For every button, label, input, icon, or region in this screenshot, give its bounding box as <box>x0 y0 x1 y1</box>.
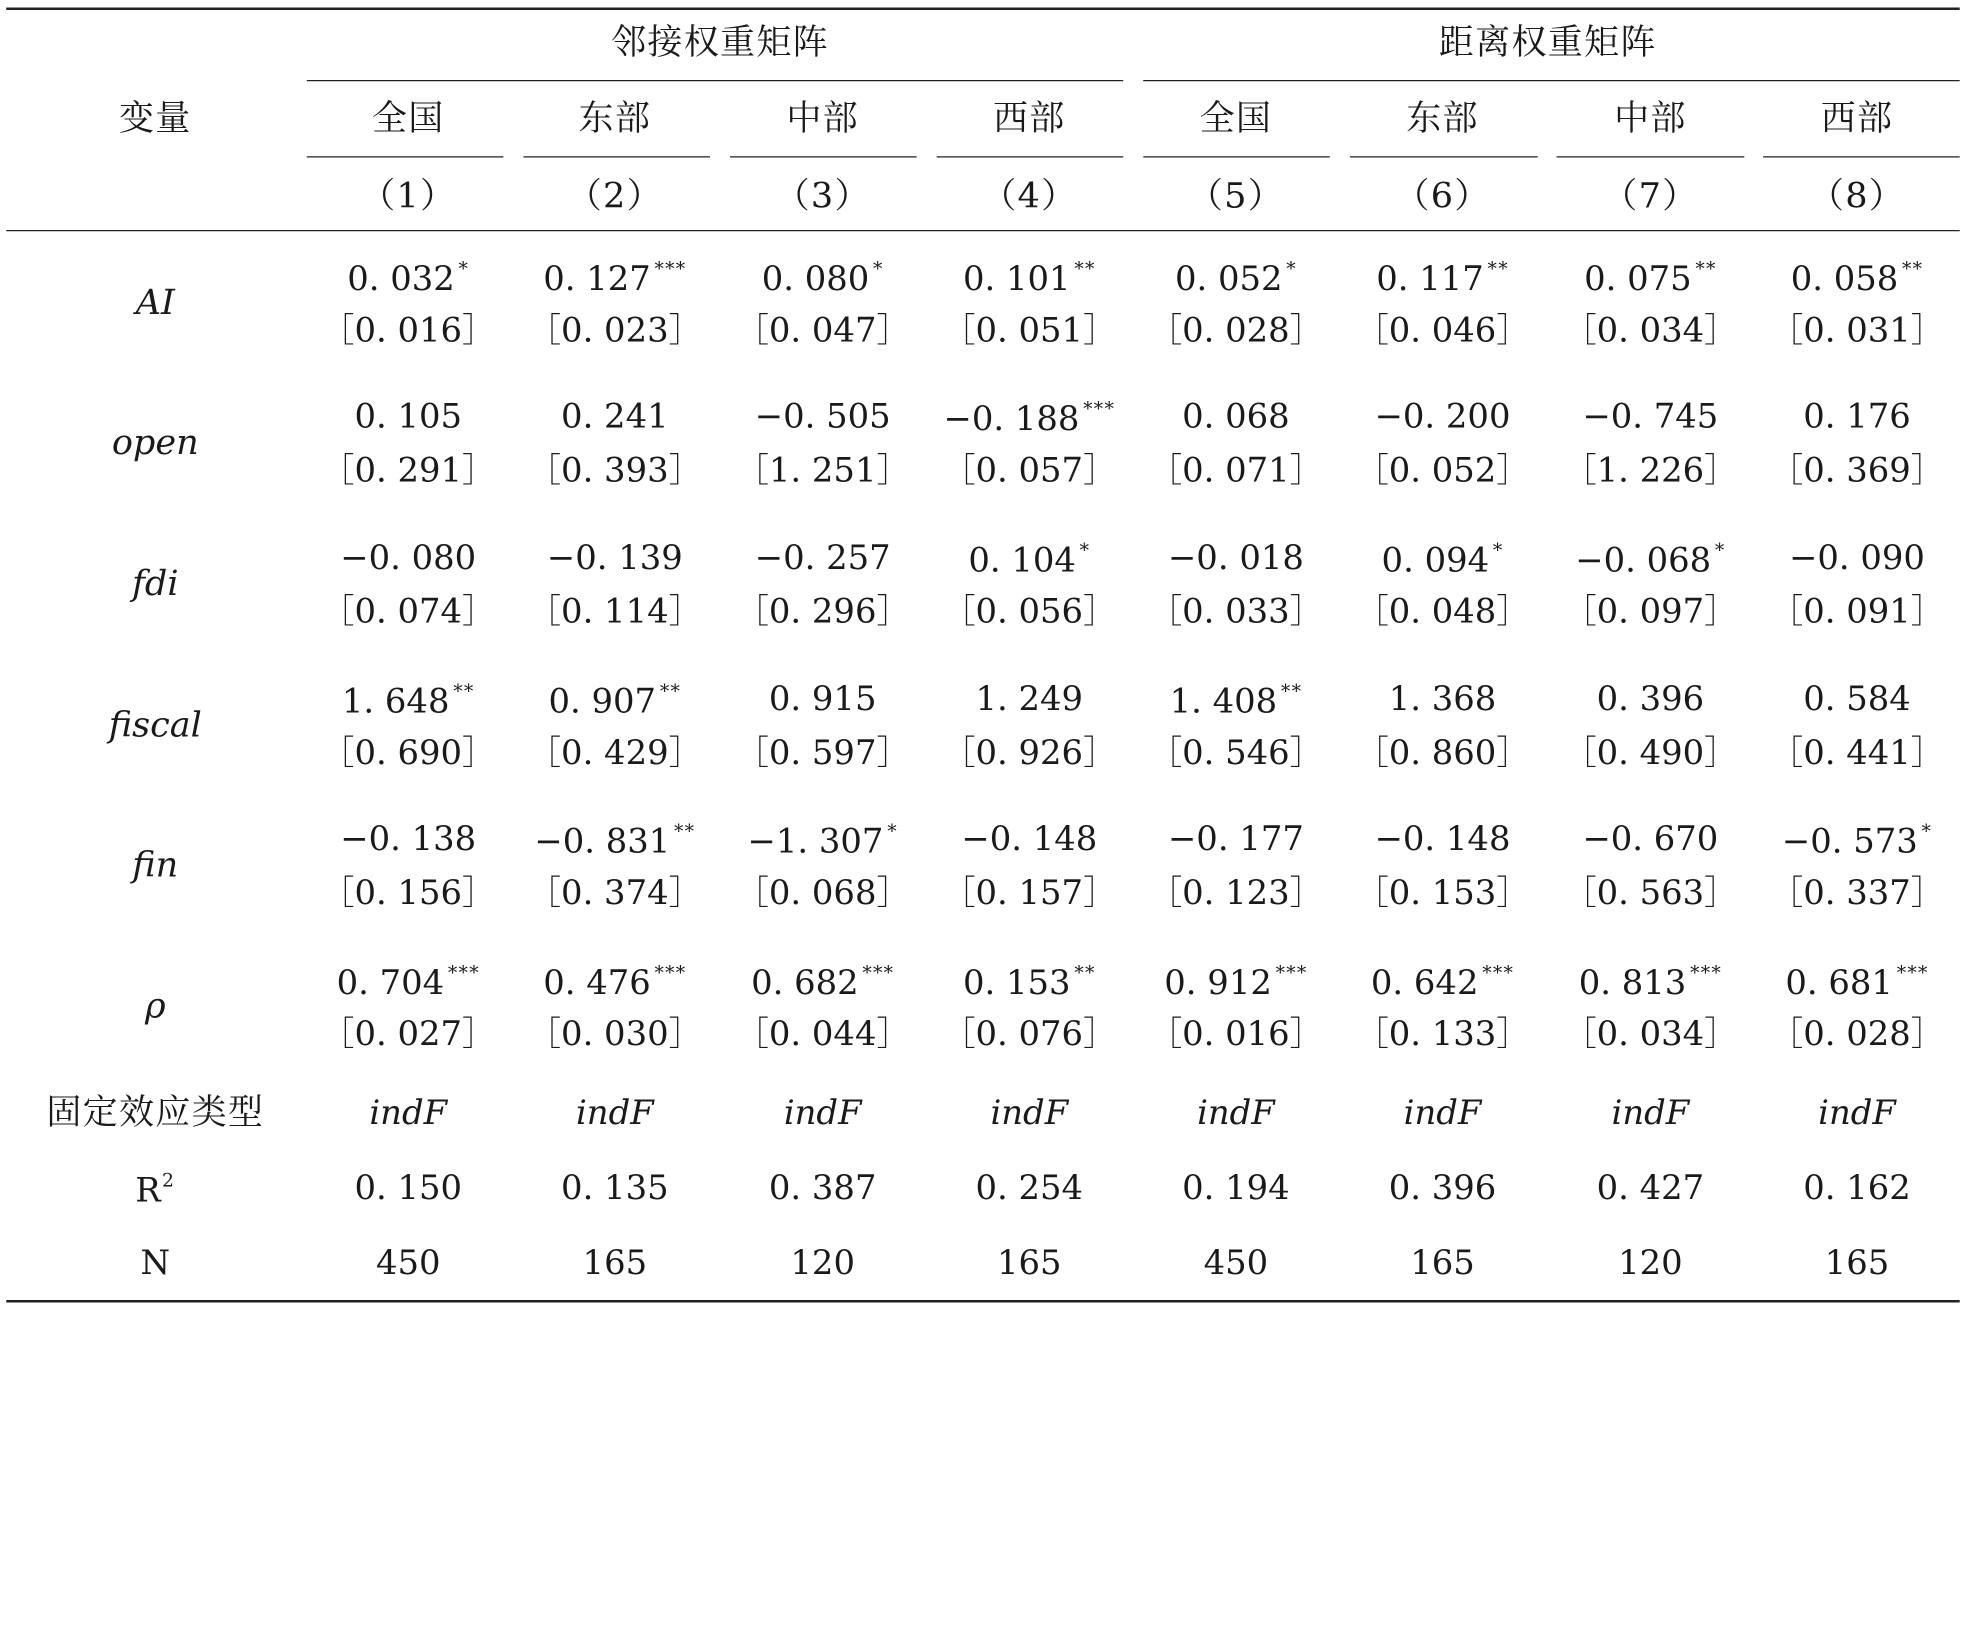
r-squared-value: 0. 396 <box>1388 1168 1497 1208</box>
region-header: 中部 <box>786 97 860 139</box>
standard-error: ［0. 157］ <box>941 873 1117 913</box>
group-header-adjacency: 邻接权重矩阵 <box>611 21 829 63</box>
region-header: 东部 <box>578 97 652 139</box>
significance-stars: * <box>1286 257 1297 280</box>
region-rule <box>523 156 710 157</box>
n-value: 450 <box>375 1243 441 1283</box>
column-number: （1） <box>360 175 457 217</box>
group-rule-adjacency <box>307 80 1123 81</box>
standard-error: ［0. 097］ <box>1562 592 1738 632</box>
standard-error: ［0. 046］ <box>1354 311 1531 350</box>
significance-stars: *** <box>654 257 687 280</box>
coefficient: −0. 148 <box>1374 820 1511 859</box>
r-squared-value: 0. 254 <box>975 1168 1084 1208</box>
column-number: （7） <box>1602 175 1699 217</box>
coefficient: 1. 249 <box>975 680 1084 719</box>
coefficient: −0. 018 <box>1167 538 1304 578</box>
standard-error: ［0. 114］ <box>527 592 703 632</box>
significance-stars: *** <box>1275 961 1308 984</box>
standard-error: ［0. 044］ <box>735 1015 911 1054</box>
standard-error: ［0. 031］ <box>1769 311 1945 350</box>
significance-stars: * <box>1079 538 1091 562</box>
coefficient: −0. 080 <box>340 538 477 578</box>
region-header: 全国 <box>1199 97 1273 139</box>
standard-error: ［0. 563］ <box>1562 873 1738 913</box>
standard-error: ［0. 051］ <box>941 311 1117 350</box>
coefficient: 0. 682 *** <box>751 961 895 1003</box>
standard-error: ［0. 153］ <box>1354 873 1531 913</box>
coefficient: 0. 907 ** <box>548 680 682 722</box>
significance-stars: * <box>1492 538 1504 562</box>
variable-name: fin <box>132 843 179 885</box>
region-rule <box>1350 156 1538 157</box>
coefficient: −0. 138 <box>340 820 477 859</box>
variable-name: fdi <box>131 562 179 604</box>
standard-error: ［0. 068］ <box>735 873 911 913</box>
fixed-effect-value: indF <box>783 1093 862 1133</box>
coefficient: −0. 068 * <box>1575 538 1726 580</box>
coefficient: 0. 704 *** <box>336 961 480 1003</box>
coefficient: 0. 058 ** <box>1790 257 1924 299</box>
significance-stars: ** <box>453 680 475 703</box>
fixed-effect-value: indF <box>990 1093 1069 1133</box>
coefficient: −0. 177 <box>1167 820 1304 859</box>
coefficient: −0. 573 * <box>1781 820 1933 862</box>
coefficient: 0. 127 *** <box>543 257 687 299</box>
coefficient: −0. 188 *** <box>943 397 1116 439</box>
n-value: 120 <box>790 1243 855 1283</box>
standard-error: ［0. 052］ <box>1354 451 1531 490</box>
coefficient: −0. 670 <box>1582 820 1719 859</box>
coefficient: −0. 831 ** <box>534 820 696 862</box>
fixed-effect-value: indF <box>1197 1093 1275 1133</box>
coefficient: 0. 068 <box>1182 397 1290 437</box>
standard-error: ［0. 056］ <box>941 592 1117 632</box>
standard-error: ［0. 337］ <box>1769 873 1945 913</box>
region-rule <box>307 156 504 157</box>
n-value: 165 <box>1410 1243 1475 1283</box>
coefficient: 0. 642 *** <box>1370 961 1515 1003</box>
column-number: （2） <box>566 175 663 217</box>
significance-stars: * <box>1714 538 1726 562</box>
coefficient: 1. 408 ** <box>1169 680 1303 722</box>
fixed-effect-value: indF <box>1403 1093 1482 1133</box>
standard-error: ［0. 429］ <box>527 733 703 773</box>
column-number: （8） <box>1808 175 1906 217</box>
n-label: N <box>140 1243 171 1283</box>
significance-stars: ** <box>1695 257 1717 280</box>
column-number: （3） <box>774 175 871 217</box>
coefficient: 0. 176 <box>1803 397 1911 437</box>
r-squared-label: $R^2$ <box>135 1168 176 1210</box>
standard-error: ［0. 027］ <box>320 1015 496 1054</box>
coefficient: 0. 105 <box>354 397 462 437</box>
standard-error: ［0. 441］ <box>1769 733 1945 773</box>
region-header: 全国 <box>371 97 445 139</box>
coefficient: 1. 368 <box>1388 680 1497 719</box>
header-rule <box>6 230 1959 231</box>
coefficient: −0. 257 <box>754 538 891 578</box>
column-number: （5） <box>1187 175 1285 217</box>
standard-error: ［0. 690］ <box>320 733 496 773</box>
r-squared-value: 0. 427 <box>1596 1168 1705 1208</box>
standard-error: ［1. 226］ <box>1562 451 1738 490</box>
coefficient: 0. 117 ** <box>1376 257 1509 299</box>
bottom-rule <box>6 1300 1959 1303</box>
standard-error: ［0. 016］ <box>320 311 496 350</box>
significance-stars: ** <box>1902 257 1924 280</box>
group-rule-distance <box>1143 80 1959 81</box>
significance-stars: ** <box>1074 961 1096 984</box>
region-header: 西部 <box>992 97 1066 139</box>
standard-error: ［0. 048］ <box>1354 592 1531 632</box>
significance-stars: ** <box>1074 257 1096 280</box>
coefficient: 1. 648 ** <box>341 680 475 722</box>
coefficient: 0. 075 ** <box>1584 257 1717 299</box>
coefficient: −0. 139 <box>546 538 683 578</box>
standard-error: ［0. 028］ <box>1769 1015 1945 1054</box>
coefficient: 0. 912 *** <box>1164 961 1308 1003</box>
column-number: （6） <box>1394 175 1491 217</box>
significance-stars: *** <box>1482 961 1515 984</box>
standard-error: ［0. 393］ <box>527 451 703 490</box>
significance-stars: *** <box>447 961 480 984</box>
standard-error: ［0. 091］ <box>1769 592 1945 632</box>
variable-name: open <box>111 421 199 463</box>
column-number: （4） <box>981 175 1078 217</box>
coefficient: 0. 241 <box>561 397 669 437</box>
variable-name: fiscal <box>108 703 202 745</box>
group-header-distance: 距离权重矩阵 <box>1438 21 1657 63</box>
region-rule <box>937 156 1124 157</box>
standard-error: ［0. 074］ <box>320 592 496 632</box>
standard-error: ［0. 033］ <box>1148 592 1324 632</box>
standard-error: ［0. 123］ <box>1148 873 1324 913</box>
fixed-effect-value: indF <box>575 1093 654 1133</box>
standard-error: ［0. 076］ <box>941 1015 1117 1054</box>
standard-error: ［0. 926］ <box>941 733 1117 773</box>
standard-error: ［0. 546］ <box>1148 733 1324 773</box>
standard-error: ［0. 156］ <box>320 873 496 913</box>
standard-error: ［0. 296］ <box>735 592 911 632</box>
r-squared-value: 0. 387 <box>768 1168 877 1208</box>
coefficient: 0. 813 *** <box>1578 961 1723 1003</box>
significance-stars: * <box>887 820 898 843</box>
significance-stars: ** <box>674 820 696 843</box>
standard-error: ［0. 490］ <box>1562 733 1738 773</box>
region-header: 中部 <box>1614 97 1687 139</box>
n-value: 165 <box>582 1243 648 1283</box>
significance-stars: *** <box>862 961 895 984</box>
coefficient: 0. 080 * <box>761 257 884 299</box>
significance-stars: * <box>1921 820 1933 843</box>
r-squared-value: 0. 150 <box>354 1168 462 1208</box>
significance-stars: *** <box>1896 961 1929 984</box>
standard-error: ［0. 860］ <box>1354 733 1531 773</box>
top-rule <box>6 8 1959 11</box>
standard-error: ［0. 374］ <box>527 873 703 913</box>
significance-stars: ** <box>659 680 682 703</box>
variable-header: 变量 <box>118 97 192 139</box>
n-value: 120 <box>1618 1243 1683 1283</box>
standard-error: ［0. 047］ <box>735 311 911 350</box>
region-rule <box>1763 156 1960 157</box>
significance-stars: *** <box>654 961 687 984</box>
standard-error: ［0. 030］ <box>527 1015 703 1054</box>
standard-error: ［0. 369］ <box>1769 451 1945 490</box>
significance-stars: *** <box>1690 961 1723 984</box>
standard-error: ［0. 291］ <box>320 451 496 490</box>
standard-error: ［0. 133］ <box>1354 1015 1531 1054</box>
significance-stars: ** <box>1487 257 1509 280</box>
standard-error: ［0. 034］ <box>1562 311 1738 350</box>
standard-error: ［0. 028］ <box>1148 311 1324 350</box>
region-rule <box>1556 156 1744 157</box>
r-squared-value: 0. 194 <box>1182 1168 1290 1208</box>
coefficient: 0. 681 *** <box>1785 961 1929 1003</box>
standard-error: ［0. 023］ <box>527 311 703 350</box>
coefficient: 0. 101 ** <box>963 257 1096 299</box>
region-rule <box>730 156 917 157</box>
coefficient: −0. 148 <box>961 820 1098 859</box>
coefficient: 0. 915 <box>768 680 877 719</box>
coefficient: 0. 153 ** <box>963 961 1096 1003</box>
coefficient: 0. 032 * <box>347 257 470 299</box>
n-value: 165 <box>997 1243 1062 1283</box>
significance-stars: * <box>458 257 470 280</box>
fixed-effect-label: 固定效应类型 <box>46 1091 265 1133</box>
fixed-effect-value: indF <box>369 1093 448 1133</box>
standard-error: ［0. 597］ <box>735 733 911 773</box>
significance-stars: * <box>873 257 884 280</box>
region-header: 东部 <box>1406 97 1479 139</box>
coefficient: 0. 476 *** <box>543 961 687 1003</box>
r-squared-value: 0. 135 <box>561 1168 669 1208</box>
region-rule <box>1143 156 1330 157</box>
variable-name: AI <box>135 281 175 323</box>
n-value: 165 <box>1824 1243 1890 1283</box>
standard-error: ［0. 034］ <box>1562 1015 1738 1054</box>
standard-error: ［0. 071］ <box>1148 451 1324 490</box>
coefficient: −0. 745 <box>1582 397 1719 437</box>
significance-stars: *** <box>1083 397 1116 420</box>
coefficient: −0. 505 <box>754 397 891 437</box>
fixed-effect-value: indF <box>1818 1093 1896 1133</box>
coefficient: −0. 090 <box>1789 538 1925 578</box>
significance-stars: ** <box>1280 680 1303 703</box>
standard-error: ［0. 016］ <box>1148 1015 1324 1054</box>
coefficient: 0. 104 * <box>968 538 1091 580</box>
r-squared-value: 0. 162 <box>1803 1168 1911 1208</box>
coefficient: 0. 052 * <box>1174 257 1297 299</box>
standard-error: ［0. 057］ <box>941 451 1117 490</box>
coefficient: 0. 094 * <box>1381 538 1504 580</box>
coefficient: −0. 200 <box>1374 397 1511 437</box>
variable-name: ρ <box>144 985 166 1027</box>
standard-error: ［1. 251］ <box>735 451 911 490</box>
n-value: 450 <box>1203 1243 1269 1283</box>
coefficient: 0. 584 <box>1803 680 1911 719</box>
fixed-effect-value: indF <box>1611 1093 1690 1133</box>
coefficient: −1. 307 * <box>747 820 898 862</box>
coefficient: 0. 396 <box>1596 680 1705 719</box>
region-header: 西部 <box>1820 97 1894 139</box>
